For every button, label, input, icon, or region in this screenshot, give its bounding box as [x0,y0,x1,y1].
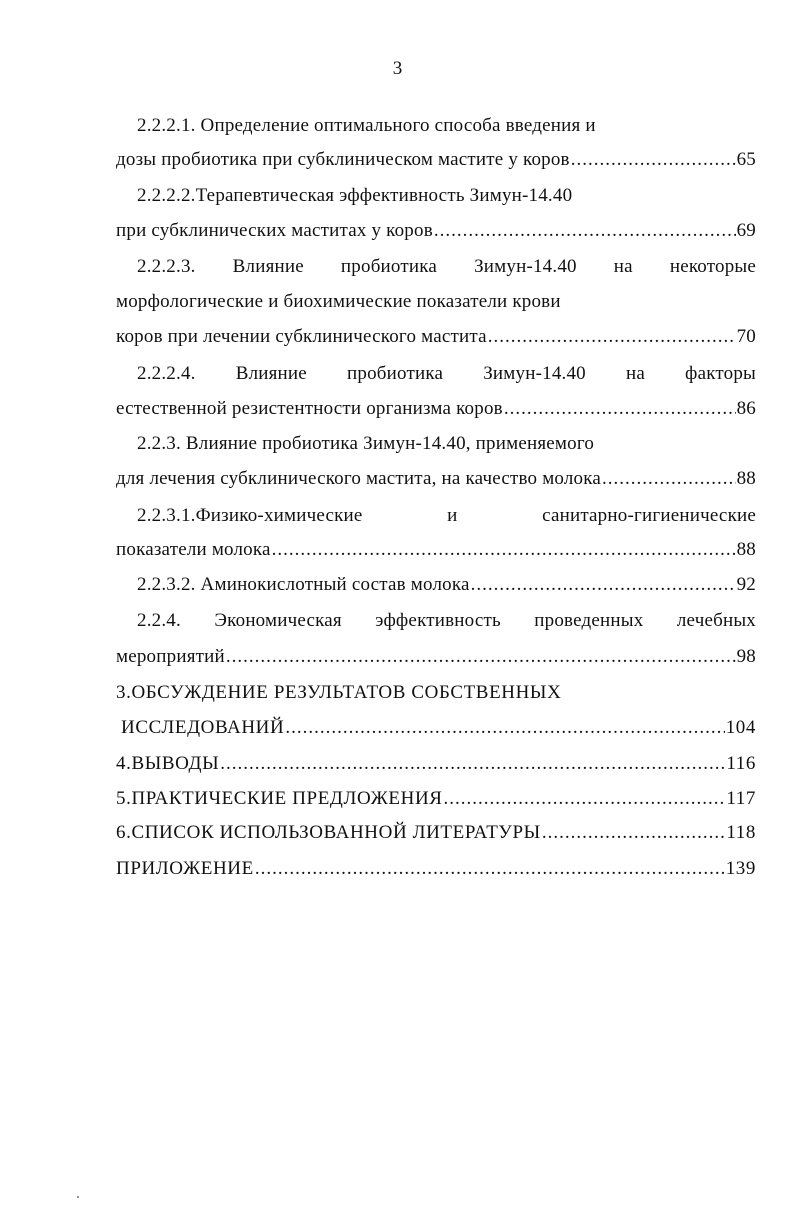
toc-page-ref: 92 [736,574,756,595]
toc-entry-text: коров при лечении субклинического мастита [116,326,487,347]
toc-entry-text: 4.ВЫВОДЫ [116,753,220,774]
toc-entry-text: при субклинических маститах у коров [116,220,433,241]
toc-entry-text: естественной резистентности организма коров [116,398,503,419]
toc-page-ref: 69 [736,220,756,241]
toc-page-ref: 104 [725,717,756,738]
toc-entry-leader-line [116,397,756,421]
toc-entry-leader-line [137,573,756,597]
dot-leader [272,538,736,562]
dot-leader [602,467,736,491]
dot-leader [471,573,736,597]
toc-entry-heading: 2.2.2.2.Терапевтическая эффективность Зимун-14.40 [137,185,573,206]
toc-page-ref: 88 [736,468,756,489]
dot-leader [285,716,724,740]
dot-leader [226,645,736,669]
scan-speck [77,1196,79,1198]
toc-entry-leader-line [121,716,756,740]
dot-leader [488,325,736,349]
toc-entry-text: показатели молока [116,539,271,560]
dot-leader [504,397,736,421]
toc-entry-text: 2.2.3.2. Аминокислотный состав молока [137,574,470,595]
toc-entry-heading: 2.2.2.4. Влияние пробиотика Зимун-14.40 на факторы [137,363,756,384]
dot-leader [220,752,725,776]
toc-entry-text: мероприятий [116,646,225,667]
toc-entry-leader-line [116,538,756,562]
toc-entry-leader-line [116,219,756,243]
toc-entry-text: ИССЛЕДОВАНИЙ [121,717,285,738]
toc-entry-heading: 2.2.2.3. Влияние пробиотика Зимун-14.40 на некоторые [137,256,756,277]
toc-entry-leader-line [116,148,756,172]
toc-entry-text: для лечения субклинического мастита, на качество молока [116,468,602,489]
toc-page-ref: 117 [726,788,756,809]
toc-entry-text: 6.СПИСОК ИСПОЛЬЗОВАННОЙ ЛИТЕРАТУРЫ [116,822,541,843]
toc-entry-leader-line [116,821,756,845]
dot-leader [434,219,736,243]
toc-entry-text: ПРИЛОЖЕНИЕ [116,858,254,879]
dot-leader [542,821,726,845]
toc-entry-heading: 2.2.3.1.Физико-химические и санитарно-гигиенические [137,505,756,526]
toc-page-ref: 65 [736,149,756,170]
toc-entry-heading: 2.2.4. Экономическая эффективность проведенных лечебных [137,610,756,631]
toc-page-ref: 70 [736,326,756,347]
dot-leader [571,148,736,172]
toc-page-ref: 139 [725,858,756,879]
toc-entry-heading: 2.2.3. Влияние пробиотика Зимун-14.40, применяемого [137,433,595,454]
dot-leader [255,857,725,881]
toc-entry-leader-line [116,467,756,491]
page-number: 3 [392,58,403,79]
toc-entry-text: 5.ПРАКТИЧЕСКИЕ ПРЕДЛОЖЕНИЯ [116,788,443,809]
toc-page-ref: 116 [726,753,756,774]
toc-entry-leader-line [116,645,756,669]
toc-entry-leader-line [116,787,756,811]
toc-page-ref: 86 [736,398,756,419]
toc-page-ref: 118 [726,822,756,843]
toc-entry-leader-line [116,857,756,881]
toc-entry-text: дозы пробиотика при субклиническом мастите у коров [116,149,570,170]
toc-section-heading: 3.ОБСУЖДЕНИЕ РЕЗУЛЬТАТОВ СОБСТВЕННЫХ [116,682,562,703]
toc-page-ref: 98 [736,646,756,667]
toc-entry-leader-line [116,325,756,349]
toc-entry-heading: 2.2.2.1. Определение оптимального способа введения и [137,115,596,136]
dot-leader [444,787,726,811]
toc-entry-leader-line [116,752,756,776]
toc-entry-text: морфологические и биохимические показатели крови [116,291,561,312]
toc-page-ref: 88 [736,539,756,560]
